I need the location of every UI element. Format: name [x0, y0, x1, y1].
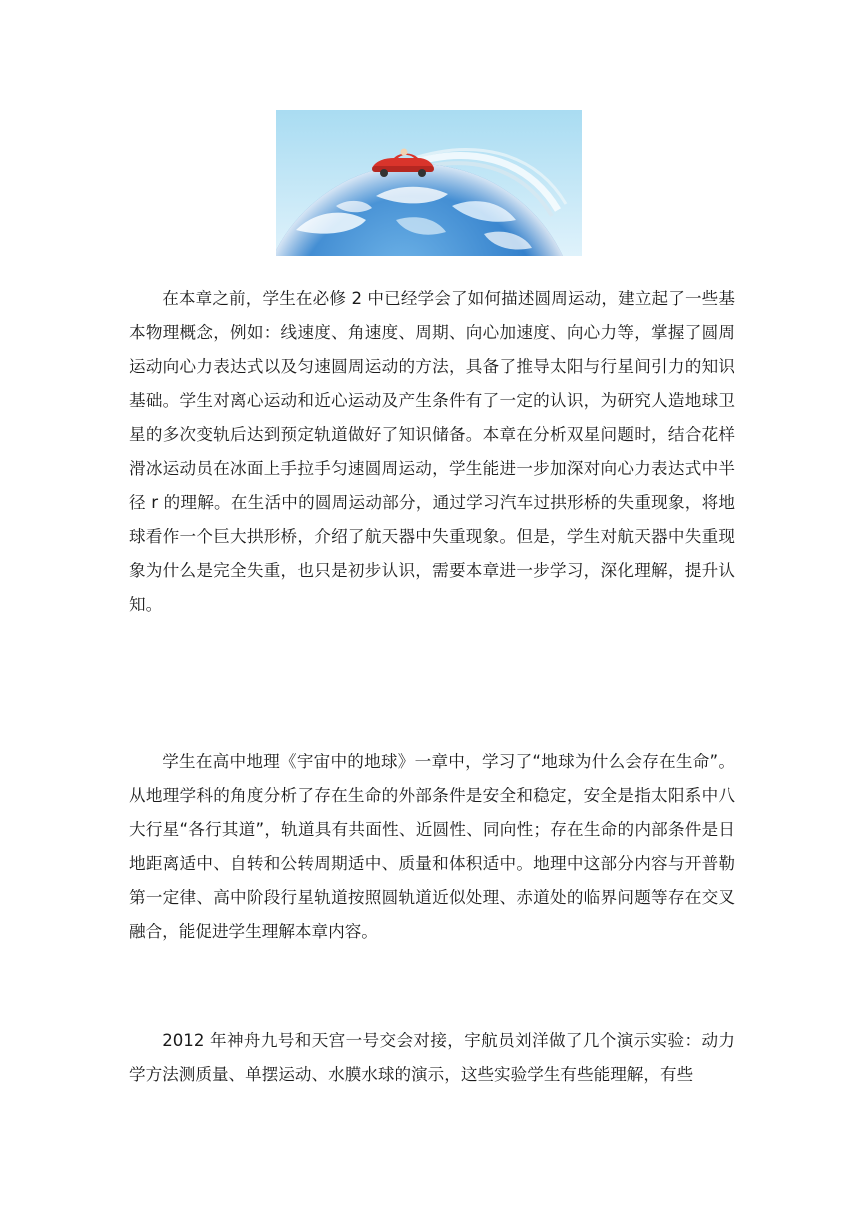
earth-with-car-illustration	[276, 110, 582, 256]
earth-with-car-icon	[276, 110, 582, 256]
paragraph-shenzhou-experiment: 2012 年神舟九号和天宫一号交会对接，宇航员刘洋做了几个演示实验：动力学方法测质量、单摆运动、水膜水球的演示，这些实验学生有些能理解，有些	[129, 1031, 735, 1084]
paragraph-geography-link: 学生在高中地理《宇宙中的地球》一章中，学习了“地球为什么会存在生命”。从地理学科的角度分析了存在生命的外部条件是安全和稳定，安全是指太阳系中八大行星“各行其道”，轨道具有共面性、近圆性、同向性；存在生命的内部条件是日地距离适中、自转和公转周期适中、质量和体积适中。地理中这部分内容与开普勒第一定律、高中阶段行星轨道按照圆轨道近似处理、赤道处的临界问题等存在交叉融合，能促进学生理解本章内容。	[129, 752, 735, 941]
paragraph-prior-knowledge: 在本章之前，学生在必修 2 中已经学会了如何描述圆周运动，建立起了一些基本物理概念，例如：线速度、角速度、周期、向心加速度、向心力等，掌握了圆周运动向心力表达式以及匀速圆周运动的方法，具备了推导太阳与行星间引力的知识基础。学生对离心运动和近心运动及产生条件有了一定的认识，为研究人造地球卫星的多次变轨后达到预定轨道做好了知识储备。本章在分析双星问题时，结合花样滑冰运动员在冰面上手拉手匀速圆周运动，学生能进一步加深对向心力表达式中半径 r 的理解。在生活中的圆周运动部分，通过学习汽车过拱形桥的失重现象，将地球看作一个巨大拱形桥，介绍了航天器中失重现象。但是，学生对航天器中失重现象为什么是完全失重，也只是初步认识，需要本章进一步学习，深化理解，提升认知。	[129, 289, 735, 614]
